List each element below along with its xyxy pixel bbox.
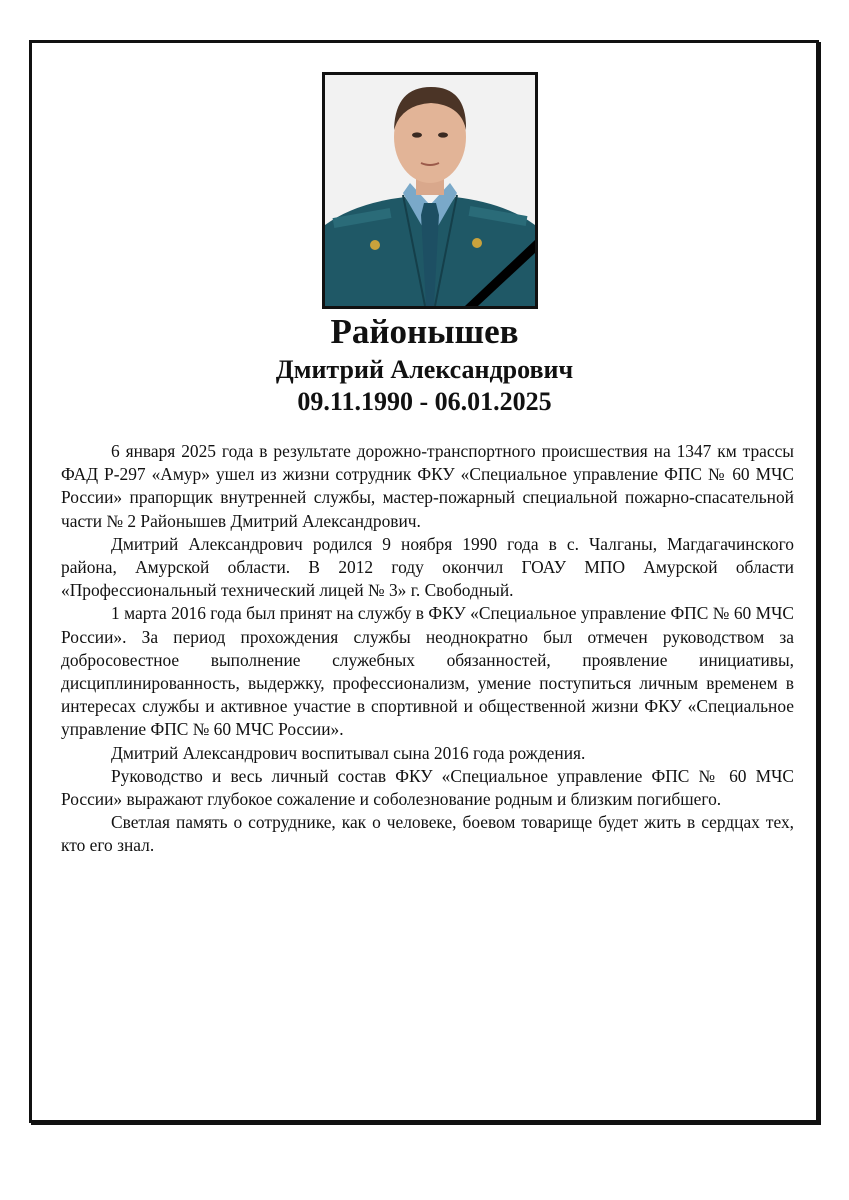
- portrait-photo: [322, 72, 538, 309]
- life-dates: 09.11.1990 - 06.01.2025: [297, 387, 552, 416]
- paragraph: Руководство и весь личный состав ФКУ «Специальное управление ФПС № 60 МЧС России» выражают глубокое сожаление и соболезнование родным и близким погибшего.: [61, 765, 794, 810]
- paragraph: 6 января 2025 года в результате дорожно-транспортного происшествия на 1347 км трассы ФАД Р-297 «Амур» ушел из жизни сотрудник ФКУ «Специальное управление ФПС № 60 МЧС России» прапорщик внутренней службы, мастер-пожарный специальной пожарно-спасательной части № 2 Районышев Дмитрий Александрович.: [61, 441, 794, 531]
- paragraph: Дмитрий Александрович воспитывал сына 2016 года рождения.: [111, 742, 586, 763]
- paragraph: Светлая память о сотруднике, как о человеке, боевом товарище будет жить в сердцах тех, кто его знал.: [61, 812, 794, 856]
- given-names-heading: Дмитрий Александрович: [275, 355, 574, 384]
- obituary-text: [61, 440, 794, 858]
- portrait-with-mourning-ribbon-icon: [325, 75, 535, 306]
- paragraph: 1 марта 2016 года был принят на службу в ФКУ «Специальное управление ФПС № 60 МЧС России». За период прохождения службы неоднократно был отмечен руководством за добросовестное выполнение служебных обязанностей, проявление инициативы, дисциплинированность, выдержку, профессионализм, умение поступиться личным временем в интересах службы и активное участие в спортивной и общественной жизни ФКУ «Специальное управление ФПС № 60 МЧС России».: [61, 603, 794, 740]
- paragraph: Дмитрий Александрович родился 9 ноября 1990 года в с. Чалганы, Магдагачинского района, Амурской области. В 2012 году окончил ГОАУ МПО Амурской области «Профессиональный технический лицей № 3» г. Свободный.: [61, 533, 794, 601]
- surname-heading: Районышев: [330, 312, 519, 351]
